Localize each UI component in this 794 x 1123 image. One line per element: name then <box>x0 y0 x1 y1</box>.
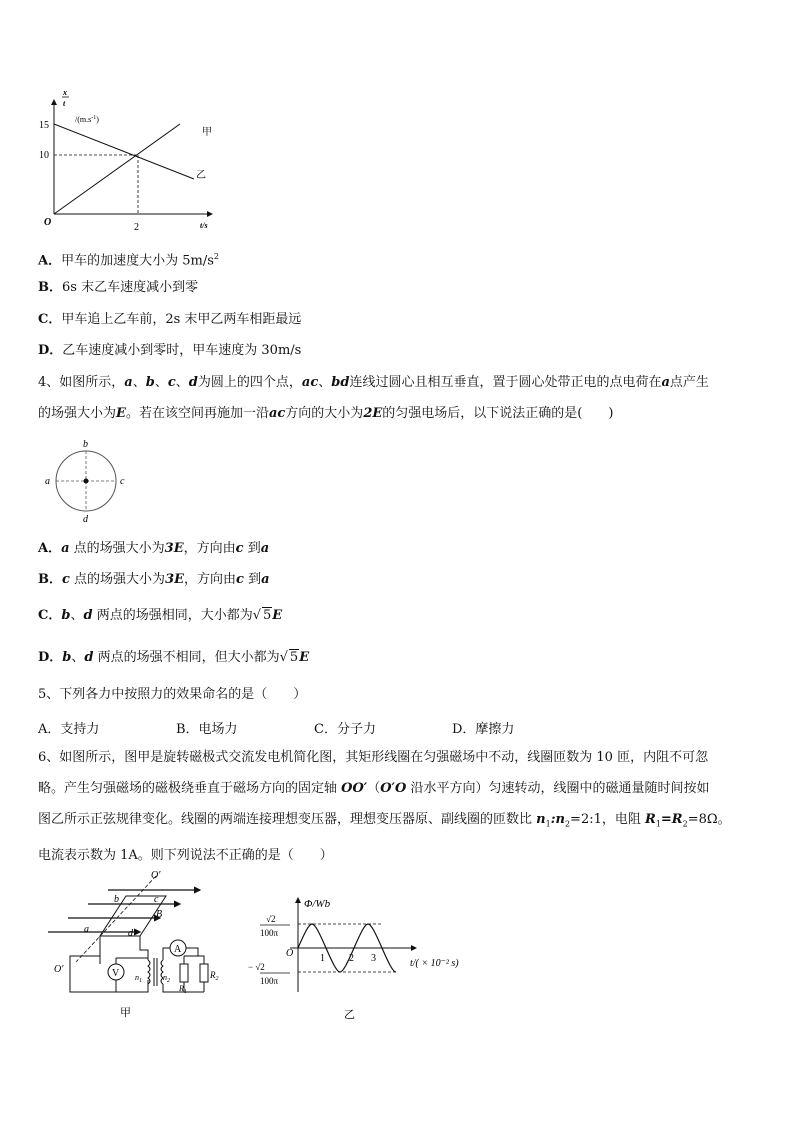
velocity-time-graph <box>30 86 230 236</box>
y-axis-top: x <box>63 88 67 97</box>
q5-option-d: D．摩擦力 <box>452 722 515 737</box>
q5-option-b: B．电场力 <box>176 722 238 737</box>
center-charge <box>84 479 89 484</box>
q4-option-c: C．b、d 两点的场强相同，大小都为√ 5E <box>38 608 283 623</box>
point-d: d <box>83 514 88 525</box>
ammeter-label: A <box>174 944 182 955</box>
caption-jia: 甲 <box>120 1007 131 1019</box>
q4-option-b: B．c 点的场强大小为3E，方向由c 到a <box>38 572 270 587</box>
label-jia: 甲 <box>202 127 212 138</box>
line-yi <box>54 124 194 179</box>
q4-stem: 4、如图所示，a、b、c、d为圆上的四个点，ac、bd连线过圆心且相互垂直，置于圆心处带正电的点电荷在a点产生 的场强大小为E。若在该空间再施加一沿ac方向的大小为2E的匀强电场后，以下说法正确的是( ) <box>38 375 709 421</box>
rotation-axis <box>76 876 156 962</box>
q5-option-c: C．分子力 <box>314 722 376 737</box>
q3-option-c: C．甲车追上乙车前，2s 末甲乙两车相距最远 <box>38 312 302 327</box>
q5-stem: 5、下列各力中按照力的效果命名的是（ ） <box>38 687 307 702</box>
circuit-wire <box>184 956 204 964</box>
circuit-wire <box>163 948 170 960</box>
circuit-wire <box>70 936 148 992</box>
r1-label: $R_1$ <box>179 984 187 995</box>
q3-option-d: D．乙车速度减小到零时，甲车速度为 30m/s <box>38 343 302 358</box>
label-b: b <box>114 894 119 905</box>
label-a: a <box>84 924 89 935</box>
q3-option-a: A．甲车的加速度大小为 $5m/s^2$ <box>38 252 219 269</box>
O-prime-bottom: O′ <box>54 964 64 975</box>
q4-option-d: D．b、d 两点的场强不相同，但大小都为√ 5E <box>38 650 310 665</box>
origin-label: O <box>286 948 294 959</box>
sqrt-symbol: √ 5 <box>279 650 299 665</box>
label-c: c <box>154 894 159 905</box>
label-d: d <box>128 928 133 939</box>
tick-2: 2 <box>349 953 354 964</box>
x-axis-label: t/s <box>200 221 208 230</box>
y-unit: $/(m.s^{-1})$ <box>75 115 99 124</box>
bottom-value-num: − √2 <box>248 962 265 972</box>
point-a: a <box>45 476 50 487</box>
resistor-r1 <box>180 964 188 982</box>
circle-diagram <box>38 436 134 526</box>
circuit-wire <box>178 956 198 964</box>
top-value-num: √2 <box>266 914 276 924</box>
circuit-wire <box>186 948 198 956</box>
tick-2: 2 <box>134 222 139 233</box>
y-axis-bottom: t <box>63 99 66 108</box>
r2-label: $R_2$ <box>210 970 219 982</box>
O-prime-top: O′ <box>151 870 161 881</box>
tick-15: 15 <box>39 120 49 131</box>
n2-label: $n_2$ <box>163 973 170 984</box>
q4-option-a: A．a 点的场强大小为3E，方向由c 到a <box>38 541 270 556</box>
top-value-den: 100π <box>260 928 279 938</box>
resistor-r2 <box>200 964 208 982</box>
q3-option-b: B．6s 末乙车速度减小到零 <box>38 280 199 295</box>
bottom-value-den: 100π <box>260 976 279 986</box>
tick-3: 3 <box>371 953 376 964</box>
label-yi: 乙 <box>196 170 206 181</box>
point-b: b <box>83 439 88 450</box>
generator-circuit-figure <box>38 868 228 1028</box>
n1-label: $n_1$ <box>135 973 142 984</box>
q5-option-a: A．支持力 <box>38 722 100 737</box>
flux-time-graph <box>246 894 486 1024</box>
q6-stem: 6、如图所示，图甲是旋转磁极式交流发电机简化图，其矩形线圈在匀强磁场中不动，线圈匝数为 10 匝，内阻不可忽 略。产生匀强磁场的磁极绕垂直于磁场方向的固定轴 OO′（O′O 沿水平方向）匀速转动，线圈中的磁通量随时间按如 图乙所示正弦规律变化。线圈的两端连接理想变压器，理想变压器原、副线圈的匝数比 $n_1:n_2=2:1$，电阻 $R_1=R_2=8\Omega$。 电流表示数为 1A。则下列说法不正确的是（ ） <box>38 750 731 863</box>
y-axis-label: Φ/Wb <box>304 898 331 910</box>
origin-label: O <box>44 217 52 228</box>
x-axis-label: t/( × 10⁻² s) <box>410 958 459 969</box>
label-B: B <box>156 909 163 920</box>
tick-1: 1 <box>320 953 325 964</box>
tick-10: 10 <box>39 150 49 161</box>
sqrt-symbol: √ 5 <box>252 608 272 623</box>
circuit-wire <box>140 936 148 960</box>
voltmeter-label: V <box>112 968 120 979</box>
point-c: c <box>120 476 125 487</box>
line-jia <box>54 124 180 214</box>
caption-yi: 乙 <box>344 1009 355 1021</box>
